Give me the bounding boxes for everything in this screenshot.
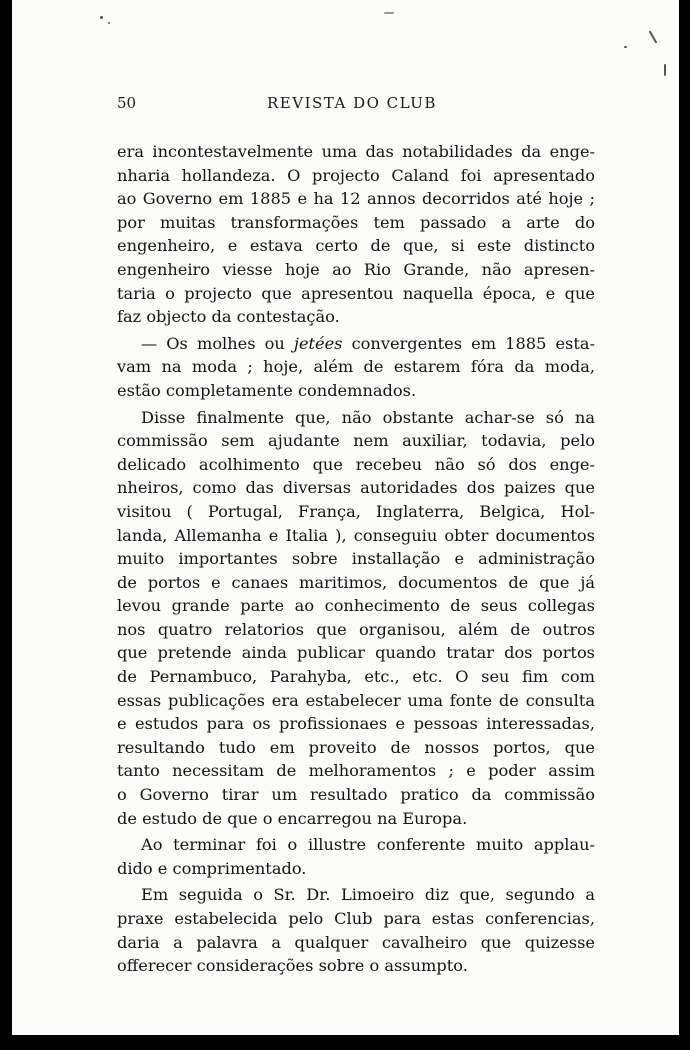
text-line: offerecer considerações sobre o assumpto. xyxy=(117,956,468,976)
paper-speck xyxy=(100,16,103,19)
text-line: landa, Allemanha e Italia ), conseguiu obter documentos xyxy=(117,525,595,545)
paper-speck xyxy=(108,22,110,24)
body-text xyxy=(117,140,595,978)
text-line: estão completamente condemnados. xyxy=(117,380,417,400)
text-line: por muitas transformações tem passado a arte do xyxy=(117,212,595,232)
text-line: delicado acolhimento que recebeu não só dos enge- xyxy=(117,454,595,474)
paragraph xyxy=(117,140,595,329)
paragraph xyxy=(117,406,595,831)
text-line: o Governo tirar um resultado pratico da commissão xyxy=(117,785,595,805)
paper-speck xyxy=(384,12,394,14)
text-line: dido e comprimentado. xyxy=(117,858,307,878)
text-line: ao Governo em 1885 e ha 12 annos decorridos até hoje ; xyxy=(117,189,595,209)
text-line: Ao terminar foi o illustre conferente muito applau- xyxy=(141,835,595,855)
paper-speck xyxy=(624,46,627,48)
text-line: essas publicações era estabelecer uma fonte de consulta xyxy=(117,690,595,710)
paper-speck xyxy=(664,64,666,76)
text-line: praxe estabelecida pelo Club para estas conferencias, xyxy=(117,909,595,928)
page-number: 50 xyxy=(117,94,137,112)
text-line: commissão sem ajudante nem auxiliar, todavia, pelo xyxy=(117,431,595,451)
paragraph xyxy=(117,833,595,880)
text-line: taria o projecto que apresentou naquella época, e que xyxy=(117,283,595,303)
text-line: vam na moda ; hoje, além de estarem fóra da moda, xyxy=(117,357,595,377)
text-line: Disse finalmente que, não obstante achar-se só na xyxy=(141,407,595,427)
journal-title: REVISTA DO CLUB xyxy=(267,94,437,112)
text-line: era incontestavelmente uma das notabilidades da enge- xyxy=(117,142,595,161)
text-line: daria a palavra a qualquer cavalheiro que quizesse xyxy=(117,932,595,952)
text-line: Em seguida o Sr. Dr. Limoeiro diz que, segundo a xyxy=(141,885,595,905)
text-line: visitou ( Portugal, França, Inglaterra, Belgica, Hol- xyxy=(117,501,595,521)
paper-speck xyxy=(649,30,658,43)
text-line: de portos e canaes maritimos, documentos de que já xyxy=(117,572,595,592)
text-line: nharia hollandeza. O projecto Caland foi apresentado xyxy=(117,165,595,185)
text-line: tanto necessitam de melhoramentos ; e poder assim xyxy=(117,761,595,781)
text-line: que pretende ainda publicar quando tratar dos portos xyxy=(117,643,595,663)
text-line: de estudo de que o encarregou na Europa. xyxy=(117,808,468,828)
running-header xyxy=(117,94,595,122)
text-line: e estudos para os profissionaes e pessoas interessadas, xyxy=(117,714,595,734)
text-line: levou grande parte ao conhecimento de seus collegas xyxy=(117,596,595,616)
italic-term: jetées xyxy=(293,333,343,353)
book-page xyxy=(12,0,679,1035)
paragraph xyxy=(117,332,595,403)
text-line: muito importantes sobre installação e administração xyxy=(117,549,595,569)
text-run: — Os molhes ou xyxy=(141,333,294,353)
text-run: convergentes em 1885 esta- xyxy=(342,333,595,353)
text-line: faz objecto da contestação. xyxy=(117,307,340,327)
paragraph xyxy=(117,883,595,977)
text-line: nos quatro relatorios que organisou, além de outros xyxy=(117,619,595,639)
text-line xyxy=(117,332,595,356)
text-line: de Pernambuco, Parahyba, etc., etc. O seu fim com xyxy=(117,667,595,687)
text-line: resultando tudo em proveito de nossos portos, que xyxy=(117,737,595,757)
text-line: nheiros, como das diversas autoridades dos paizes que xyxy=(117,478,595,498)
text-line: engenheiro, e estava certo de que, si este distincto xyxy=(117,236,595,256)
text-line: engenheiro viesse hoje ao Rio Grande, não apresen- xyxy=(117,259,595,279)
